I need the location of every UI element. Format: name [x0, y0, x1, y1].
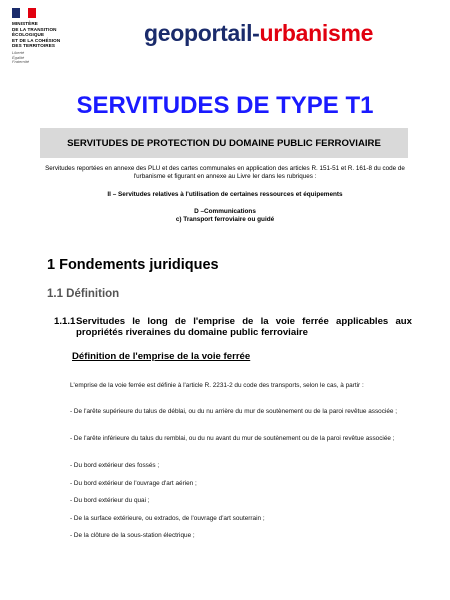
list-item: - Du bord extérieur de l'ouvrage d'art aérien ; [70, 480, 197, 487]
definition-heading: Définition de l'emprise de la voie ferrée [72, 351, 251, 362]
intro-subcategory: D –Communications [194, 208, 256, 215]
french-flag-icon [12, 8, 36, 18]
paragraph: L'emprise de la voie ferrée est définie à l'article R. 2231-2 du code des transports, selon le cas, à partir : [70, 382, 364, 389]
list-item: - Du bord extérieur du quai ; [70, 497, 150, 504]
republic-motto: Liberté Égalité Fraternité [12, 49, 30, 65]
subsubsection-title: Servitudes le long de l'emprise de la voie ferrée applicables aux propriétés riveraines du domaine public ferroviaire [76, 316, 412, 338]
subsection-heading: 1.1 Définition [47, 288, 120, 300]
subsubsection-number: 1.1.1 [54, 316, 76, 327]
list-item: - De l'arête inférieure du talus du remblai, ou du nu avant du mur de soutènement ou de la paroi revêtue associée ; [70, 435, 395, 442]
banner-heading: SERVITUDES DE PROTECTION DU DOMAINE PUBLIC FERROVIAIRE [40, 128, 408, 158]
list-item: - De la clôture de la sous-station électrique ; [70, 532, 195, 539]
section-heading: 1 Fondements juridiques [47, 257, 219, 273]
intro-paragraph: Servitudes reportées en annexe des PLU et des cartes communales en application des articles R. 151-51 et R. 161-8 du code de l'urbanisme et figurant en annexe au Livre Ier dans les rubriques : [45, 165, 405, 181]
page-title: SERVITUDES DE TYPE T1 [76, 92, 374, 119]
ministry-name: MINISTÈRE DE LA TRANSITION ÉCOLOGIQUE ET DE LA COHÉSION DES TERRITOIRES [12, 21, 61, 49]
ministry-logo [12, 8, 82, 65]
list-item: - De l'arête supérieure du talus de déblai, ou du nu arrière du mur de soutènement ou de la paroi revêtue associée ; [70, 408, 397, 415]
subsubsection-heading [54, 316, 412, 338]
geoportail-brand: geoportail-urbanisme [144, 20, 374, 46]
intro-subsubcategory: c) Transport ferroviaire ou guidé [175, 216, 275, 223]
list-item: - De la surface extérieure, ou extrados, de l'ouvrage d'art souterrain ; [70, 515, 265, 522]
list-item: - Du bord extérieur des fossés ; [70, 462, 160, 469]
intro-category: II – Servitudes relatives à l'utilisation de certaines ressources et équipements [107, 191, 343, 198]
